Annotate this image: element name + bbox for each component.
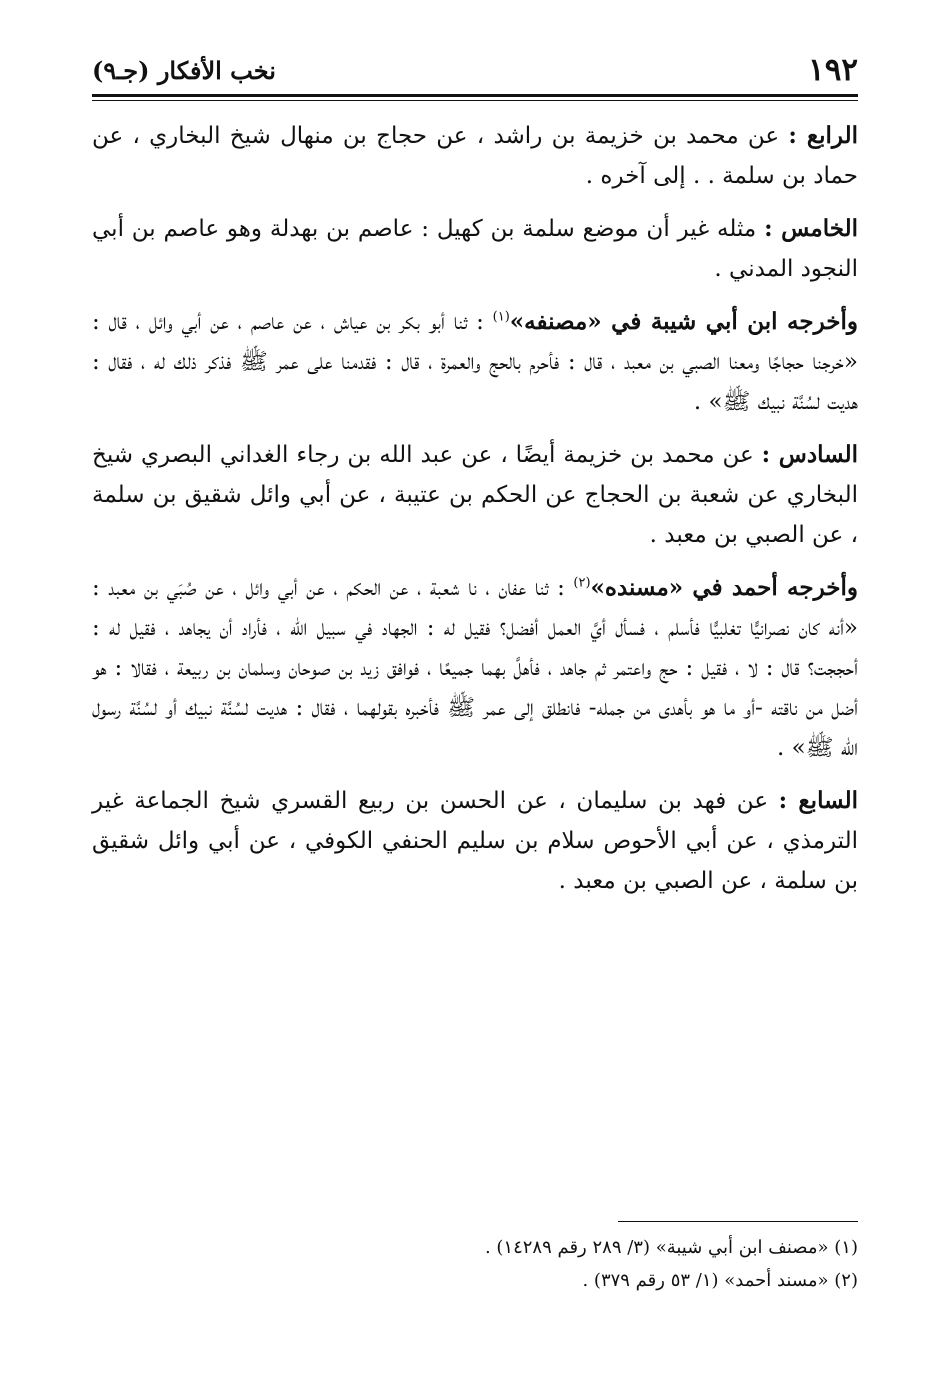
paragraph-lead: الرابع : <box>788 122 858 149</box>
footnote-separator <box>618 1221 858 1222</box>
paragraph-text: : ثنا أبو بكر بن عياش ، عن عاصم ، عن أبي وائل ، قال : «خرجنا حجاجًا ومعنا الصبي بن معبد ، قال : فأحرم بالحج والعمرة ، قال : فقدمنا على عمر ﷺ فذكر ذلك له ، فقال : هديت لسُنَّة نبيك ﷺ» . <box>92 309 858 415</box>
paragraph-text: عن محمد بن خزيمة بن راشد ، عن حجاج بن منهال شيخ البخاري ، عن حماد بن سلمة . . إلى آخره . <box>92 123 858 189</box>
footnote-2: (٢) «مسند أحمد» (١/ ٥٣ رقم ٣٧٩) . <box>582 1270 858 1291</box>
paragraph-text: مثله غير أن موضع سلمة بن كهيل : عاصم بن بهدلة وهو عاصم بن أبي النجود المدني . <box>92 216 858 282</box>
page-number: ١٩٢ <box>808 52 858 88</box>
page-header <box>92 50 858 90</box>
paragraph-text: عن محمد بن خزيمة أيضًا ، عن عبد الله بن رجاء الغداني البصري شيخ البخاري عن شعبة بن الحجاج عن الحكم بن عتيبة ، عن أبي وائل شقيق بن سلمة ، عن الصبي بن معبد . <box>92 442 858 548</box>
paragraph-lead: السابع : <box>778 787 858 814</box>
footnote-1: (١) «مصنف ابن أبي شيبة» (٣/ ٢٨٩ رقم ١٤٢٨٩) . <box>484 1237 858 1258</box>
paragraph-text: عن فهد بن سليمان ، عن الحسن بن ربيع القسري شيخ الجماعة غير الترمذي ، عن أبي الأحوص سلام بن سليم الحنفي الكوفي ، عن أبي وائل شقيق بن سلمة ، عن الصبي بن معبد . <box>92 788 858 894</box>
paragraph-fifth <box>92 209 858 289</box>
paragraph-lead: الخامس : <box>764 215 858 242</box>
paragraph-text: : ثنا عفان ، نا شعبة ، عن الحكم ، عن أبي وائل ، عن صُبَي بن معبد : «أنه كان نصرانيًّا تغلبيًّا فأسلم ، فسأل أيَّ العمل أفضل؟ فقيل له : الجهاد في سبيل الله ، فأراد أن يجاهد ، فقيل له : أحججت؟ قال : لا ، فقيل : حج واعتمر ثم جاهد ، فأهلَّ بهما جميعًا ، فوافق زيد بن صوحان وسلمان بن ربيعة ، فقالا : هو أضل من ناقته -أو ما هو بأهدى من جمله- فانطلق إلى عمر ﷺ فأخبره بقولهما ، فقال : هديت لسُنَّة نبيك أو لسُنَّة رسول الله ﷺ» . <box>92 575 858 761</box>
paragraph-seventh <box>92 781 858 901</box>
paragraph-lead: وأخرجه أحمد في «مسنده» <box>590 574 858 601</box>
paragraph-sixth <box>92 435 858 555</box>
paragraph-lead: وأخرجه ابن أبي شيبة في «مصنفه» <box>509 308 858 335</box>
running-title: نخب الأفكار (جـ٩) <box>92 55 276 85</box>
header-rule-thin <box>92 100 858 101</box>
paragraph-fourth <box>92 116 858 196</box>
header-rule-thick <box>92 94 858 97</box>
main-text <box>92 116 858 914</box>
footnotes <box>92 1231 858 1297</box>
paragraph-lead: السادس : <box>761 441 858 468</box>
paragraph-ibn-abi-shaiba <box>92 302 858 422</box>
footnote-ref: (١) <box>492 309 510 325</box>
paragraph-ahmad <box>92 568 858 768</box>
footnote-ref: (٢) <box>573 575 591 591</box>
